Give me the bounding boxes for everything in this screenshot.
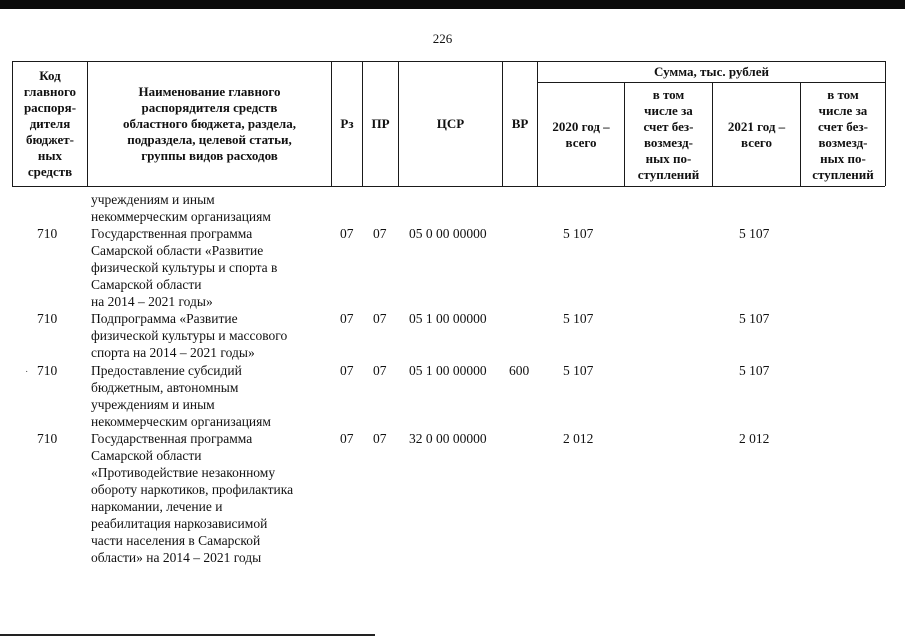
row-pr: 07 — [373, 363, 387, 378]
header-2021-total: 2021 год – всего — [727, 118, 786, 150]
row-rz: 07 — [340, 363, 354, 378]
header-name: Наименование главного распорядителя средств областного бюджета, раздела, подраздела, целевой статьи, группы видов расходов — [123, 84, 296, 163]
header-code: Код главного распоря- дителя бюджет- ных средств — [23, 68, 77, 179]
header-sum-title: Сумма, тыс. рублей — [654, 64, 769, 79]
row-code: 710 — [37, 311, 58, 326]
row-rz: 07 — [340, 226, 354, 241]
row-2021-total: 5 107 — [739, 226, 770, 241]
row-2020-total: 5 107 — [563, 363, 594, 378]
header-2021-gratuitous: в том числе за счет без- возмезд- ных по- ступлений — [812, 86, 874, 182]
scan-speck-mark: ˙ — [25, 370, 29, 381]
row-csr: 05 1 00 00000 — [409, 363, 487, 378]
row-2020-total: 5 107 — [563, 226, 594, 241]
row-2021-total: 5 107 — [739, 311, 770, 326]
row-2021-total: 2 012 — [739, 431, 770, 446]
header-pr: ПР — [371, 116, 390, 131]
row-rz: 07 — [340, 311, 354, 326]
row-csr: 05 0 00 00000 — [409, 226, 487, 241]
row-name: учреждениям и иным некоммерческим организациям — [91, 192, 271, 224]
footer-rule — [0, 634, 375, 636]
row-rz: 07 — [340, 431, 354, 446]
row-vr: 600 — [509, 363, 530, 378]
row-name: Подпрограмма «Развитие физической культуры и массового спорта на 2014 – 2021 годы» — [91, 311, 288, 360]
header-bottom-line — [12, 186, 885, 187]
row-name: Предоставление субсидий бюджетным, автономным учреждениям и иным некоммерческим организациям — [91, 363, 271, 429]
header-vr: ВР — [511, 116, 529, 131]
row-pr: 07 — [373, 311, 387, 326]
row-name: Государственная программа Самарской области «Развитие физической культуры и спорта в Самарской области на 2014 – 2021 годы» — [91, 226, 278, 309]
row-pr: 07 — [373, 431, 387, 446]
row-2020-total: 5 107 — [563, 311, 594, 326]
row-code: 710 — [37, 226, 58, 241]
col-divider — [885, 61, 886, 186]
row-name: Государственная программа Самарской области «Противодействие незаконному обороту наркотиков, профилактика наркомании, лечение и реабилитация наркозависимой части населения в Самарской области» на 2014 – 2021 годы — [91, 431, 294, 565]
header-csr: ЦСР — [436, 116, 465, 131]
row-code: 710 — [37, 363, 58, 378]
row-code: 710 — [37, 431, 58, 446]
header-rz: Рз — [340, 116, 354, 131]
page-number: 226 — [432, 31, 453, 46]
row-csr: 05 1 00 00000 — [409, 311, 487, 326]
row-pr: 07 — [373, 226, 387, 241]
header-2020-total: 2020 год – всего — [552, 118, 610, 150]
row-csr: 32 0 00 00000 — [409, 431, 487, 446]
top-border-bar — [0, 0, 905, 9]
row-2021-total: 5 107 — [739, 363, 770, 378]
header-2020-gratuitous: в том числе за счет без- возмезд- ных по- ступлений — [637, 86, 700, 182]
row-2020-total: 2 012 — [563, 431, 594, 446]
